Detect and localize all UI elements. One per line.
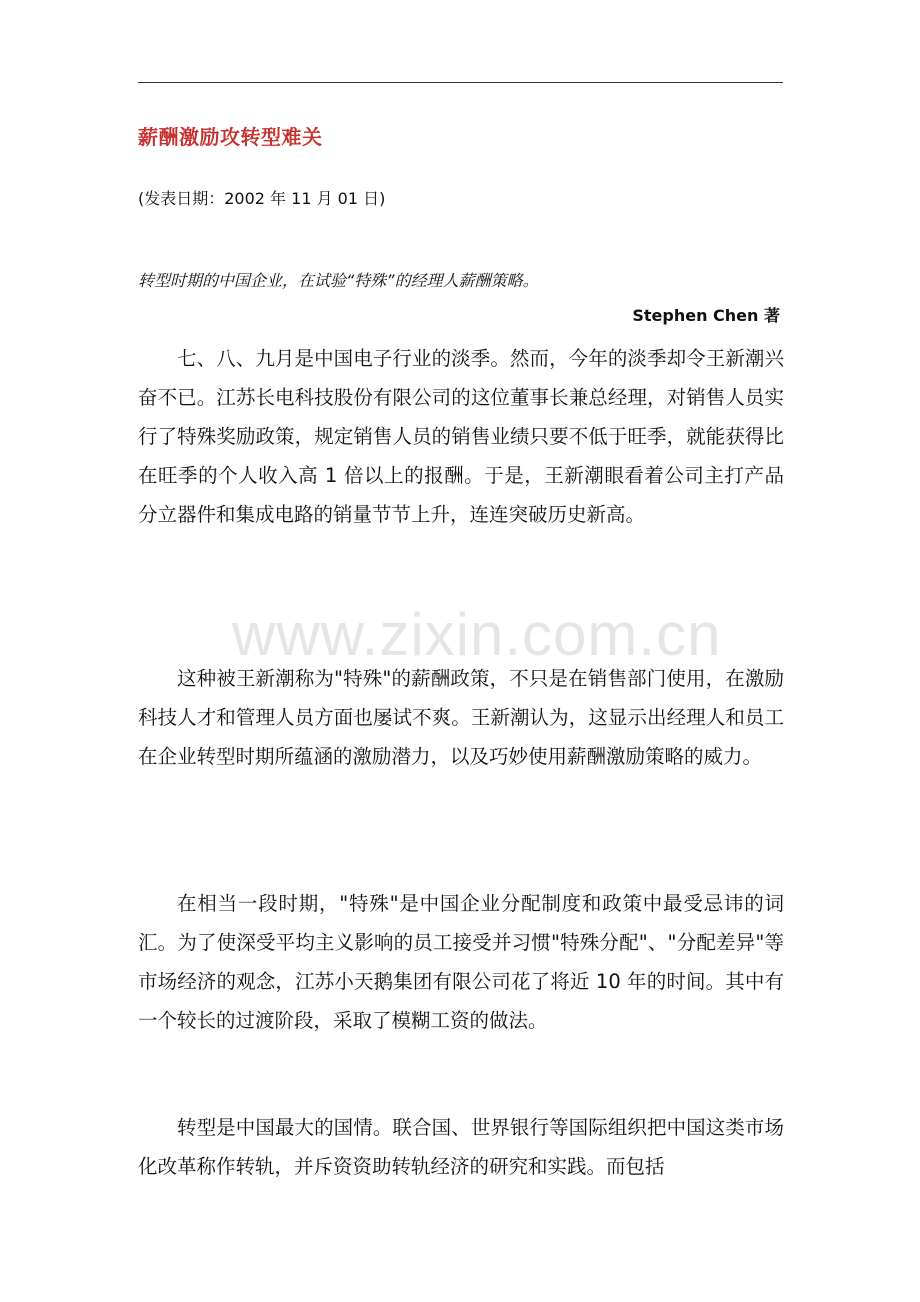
paragraph-1: 七、八、九月是中国电子行业的淡季。然而，今年的淡季却令王新潮兴奋不已。江苏长电科技股份有限公司的这位董事长兼总经理，对销售人员实行了特殊奖励政策，规定销售人员的销售业绩只要不低于旺季，就能获得比在旺季的个人收入高 1 倍以上的报酬。于是，王新潮眼看着公司主打产品分立器件和集成电路的销量节节上升，连连突破历史新高。	[138, 347, 784, 526]
article-subtitle: 转型时期的中国企业，在试验“特殊”的经理人薪酬策略。	[138, 271, 539, 290]
author-byline: Stephen Chen 著	[632, 306, 780, 325]
paragraph-2: 这种被王新潮称为"特殊"的薪酬政策，不只是在销售部门使用，在激励科技人才和管理人员方面也屡试不爽。王新潮认为，这显示出经理人和员工在企业转型时期所蕴涵的激励潜力，以及巧妙使用薪酬激励策略的威力。	[138, 667, 784, 768]
article-title: 薪酬激励攻转型难关	[138, 125, 323, 149]
publish-date: (发表日期：2002 年 11 月 01 日)	[138, 189, 386, 208]
paragraph-3: 在相当一段时期，"特殊"是中国企业分配制度和政策中最受忌讳的词汇。为了使深受平均主义影响的员工接受并习惯"特殊分配"、"分配差异"等市场经济的观念，江苏小天鹅集团有限公司花了将近 10 年的时间。其中有一个较长的过渡阶段，采取了模糊工资的做法。	[138, 892, 784, 1032]
watermark: www.zixin.com.cn	[232, 601, 722, 668]
header-divider	[138, 82, 783, 83]
paragraph-4: 转型是中国最大的国情。联合国、世界银行等国际组织把中国这类市场化改革称作转轨，并斥资资助转轨经济的研究和实践。而包括	[138, 1116, 784, 1178]
